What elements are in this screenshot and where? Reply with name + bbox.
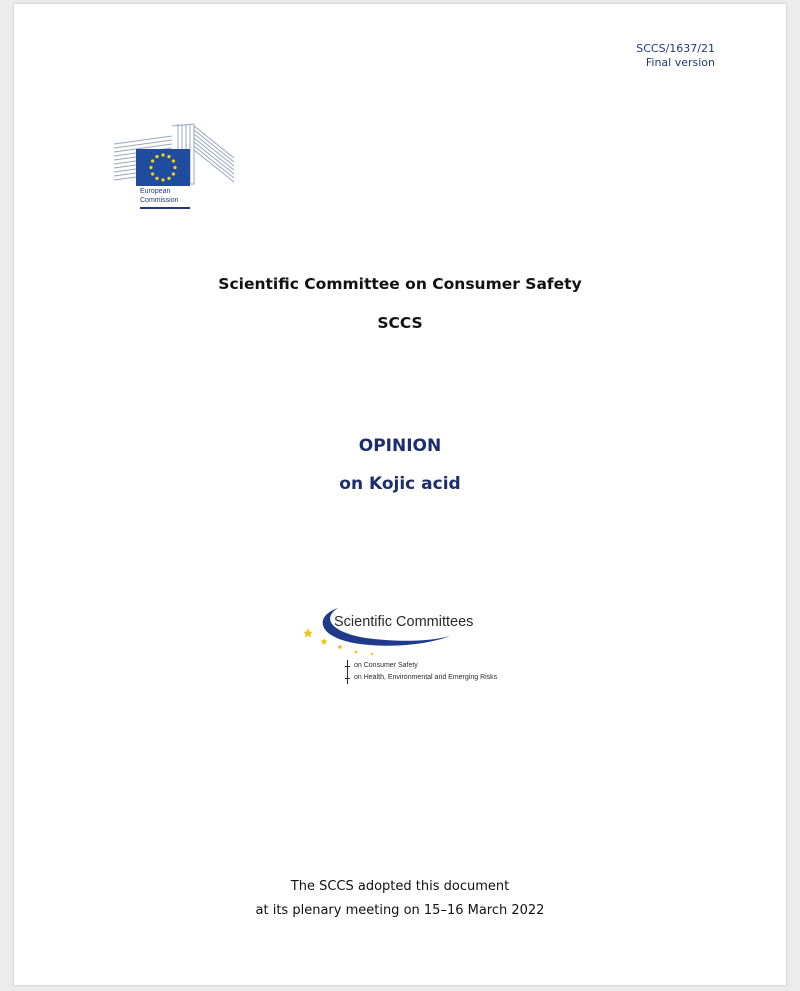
ec-caption-line2: Commission: [140, 197, 179, 204]
sc-logo-line-consumer-safety: on Consumer Safety: [354, 662, 418, 669]
ec-caption-line1: European: [140, 188, 171, 195]
adoption-statement-line1: The SCCS adopted this document: [290, 879, 510, 894]
document-page: [14, 4, 786, 985]
swoosh-stars-icon: [300, 602, 520, 662]
committee-name: Scientific Committee on Consumer Safety: [218, 275, 582, 293]
ec-logo-underline: [140, 207, 190, 209]
document-reference: SCCS/1637/21: [636, 42, 715, 55]
adoption-statement-line2: at its plenary meeting on 15–16 March 2022: [255, 903, 545, 918]
document-reference-block: [636, 42, 715, 70]
scientific-committees-title: Scientific Committees: [334, 614, 474, 630]
sc-logo-divider: [347, 660, 348, 684]
committee-abbreviation: SCCS: [377, 314, 423, 332]
sc-logo-line-health-risks: on Health, Environmental and Emerging Risks: [354, 674, 498, 681]
european-commission-logo: [112, 122, 237, 212]
document-version: Final version: [645, 56, 715, 69]
opinion-heading: OPINION: [358, 436, 442, 456]
scientific-committees-logo: [300, 602, 520, 692]
sc-logo-tick: [345, 666, 350, 667]
berlaymont-building-icon: [112, 122, 237, 192]
sc-logo-tick: [345, 678, 350, 679]
european-commission-caption: [140, 187, 179, 205]
opinion-subject: on Kojic acid: [339, 474, 461, 494]
